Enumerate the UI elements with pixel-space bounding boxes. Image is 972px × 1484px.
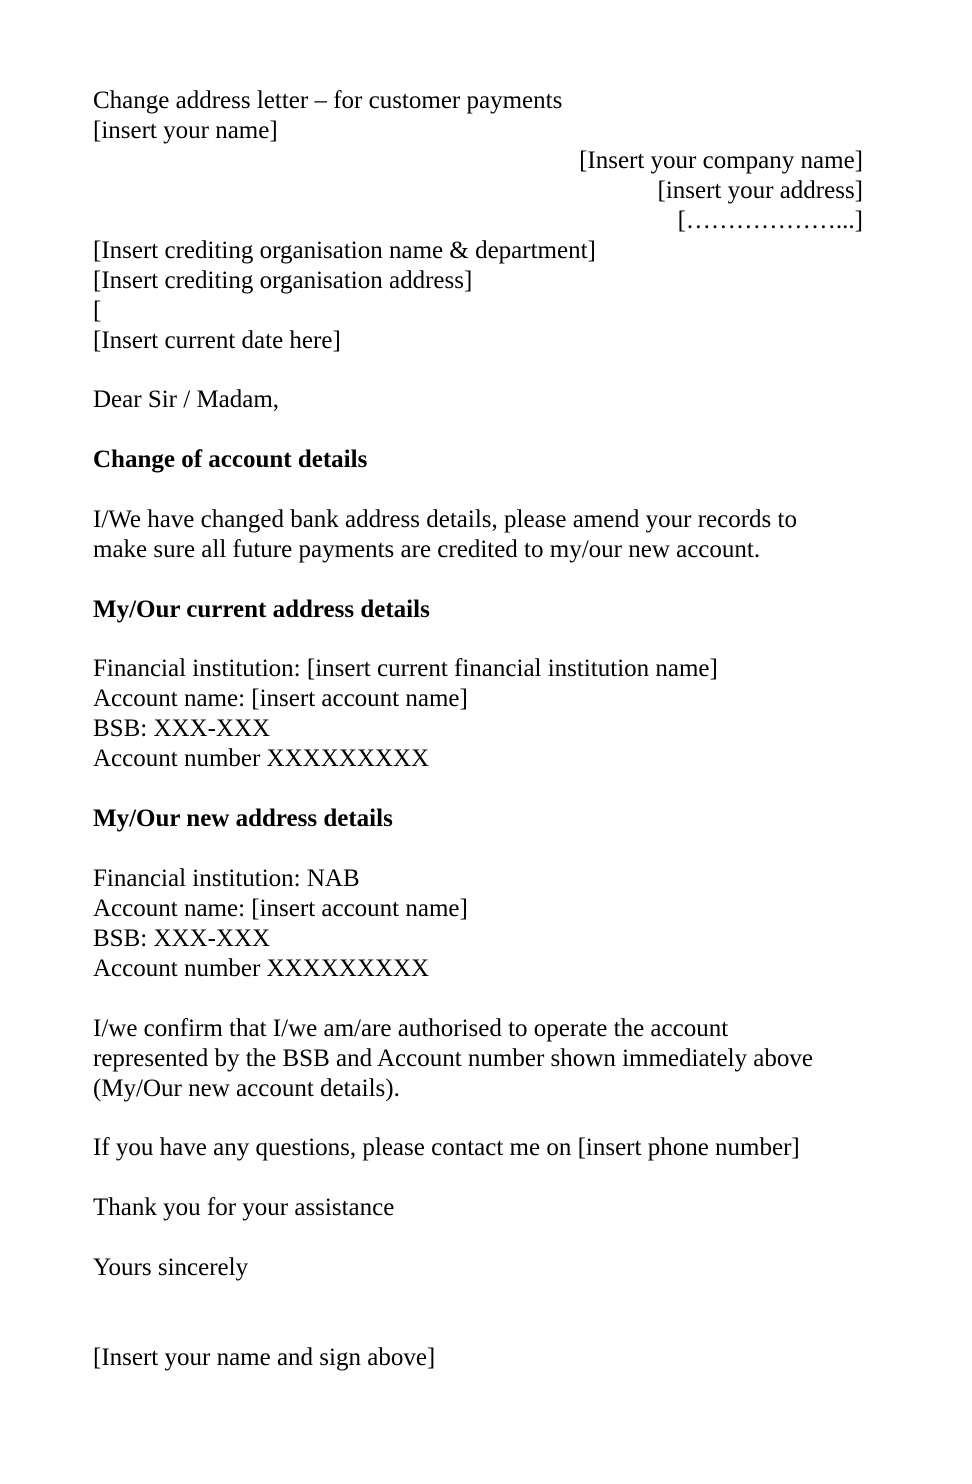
questions-line: If you have any questions, please contact me on [insert phone number]	[93, 1134, 800, 1161]
company-name: [Insert your company name]	[579, 147, 863, 174]
new-account-name: Account name: [insert account name]	[93, 895, 468, 922]
confirm-line-2: represented by the BSB and Account number shown immediately above	[93, 1045, 813, 1072]
salutation: Dear Sir / Madam,	[93, 386, 280, 413]
closing: Yours sincerely	[93, 1254, 249, 1281]
stray-bracket: [	[93, 297, 102, 324]
subject-heading: Change of account details	[93, 446, 368, 473]
signature-line: [Insert your name and sign above]	[93, 1344, 436, 1371]
recipient-organisation: [Insert crediting organisation name & department]	[93, 237, 596, 264]
new-bsb: BSB: XXX-XXX	[93, 925, 271, 952]
recipient-address: [Insert crediting organisation address]	[93, 267, 473, 294]
letter-date: [Insert current date here]	[93, 327, 341, 354]
current-account-name: Account name: [insert account name]	[93, 685, 468, 712]
intro-line-1: I/We have changed bank address details, please amend your records to	[93, 506, 797, 533]
current-institution: Financial institution: [insert current financial institution name]	[93, 655, 718, 682]
thanks-line: Thank you for your assistance	[93, 1194, 395, 1221]
confirm-line-1: I/we confirm that I/we am/are authorised to operate the account	[93, 1015, 729, 1042]
company-address-extra: [………………...]	[677, 207, 863, 234]
new-institution: Financial institution: NAB	[93, 865, 360, 892]
current-bsb: BSB: XXX-XXX	[93, 715, 271, 742]
confirm-line-3: (My/Our new account details).	[93, 1075, 400, 1102]
letter-title: Change address letter – for customer payments	[93, 87, 563, 114]
current-details-heading: My/Our current address details	[93, 596, 430, 623]
new-account-number: Account number XXXXXXXXX	[93, 955, 430, 982]
new-details-heading: My/Our new address details	[93, 805, 393, 832]
current-account-number: Account number XXXXXXXXX	[93, 745, 430, 772]
intro-line-2: make sure all future payments are credited to my/our new account.	[93, 536, 761, 563]
sender-name: [insert your name]	[93, 117, 278, 144]
company-address: [insert your address]	[657, 177, 863, 204]
